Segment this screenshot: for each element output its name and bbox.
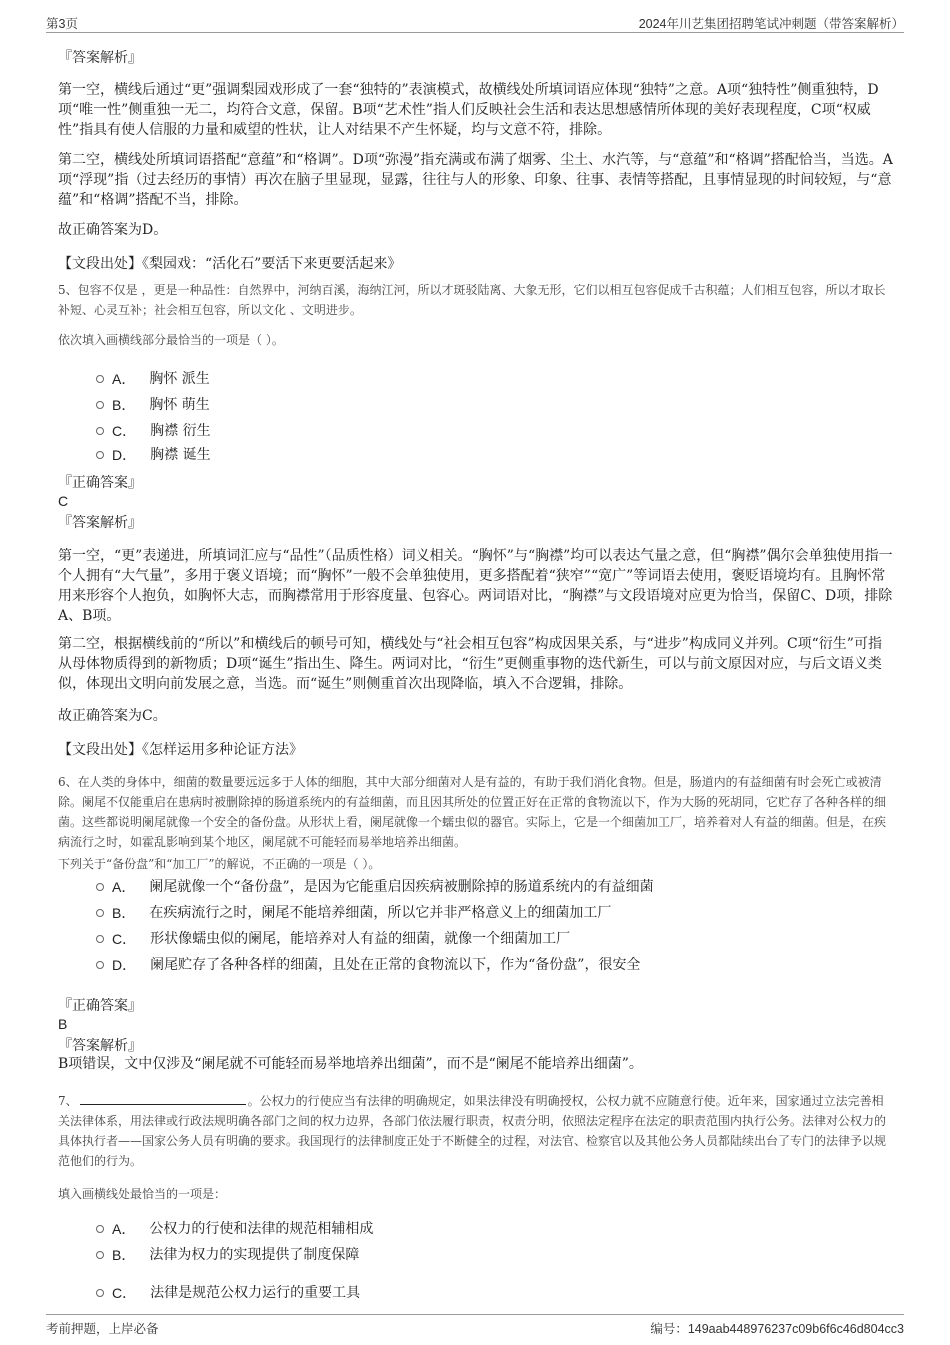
document-title: 2024年川艺集团招聘笔试冲刺题（带答案解析） [638, 17, 904, 31]
q5-answer: C [58, 493, 69, 509]
q7-number: 7、 [58, 1094, 78, 1108]
footer-slogan: 考前押题，上岸必备 [46, 1322, 159, 1336]
q7-option-b[interactable]: B． 法律为权力的实现提供了制度保障 [96, 1244, 359, 1266]
q5-option-b[interactable]: B． 胸怀 萌生 [96, 394, 210, 416]
radio-icon[interactable] [96, 935, 104, 943]
q5-source: 【文段出处】《怎样运用多种论证方法》 [58, 742, 303, 758]
q5-analysis-label: 『答案解析』 [58, 515, 142, 531]
document-id: 编号：149aab448976237c09b6f6c46d804cc3 [650, 1322, 904, 1336]
q5-option-a[interactable]: A． 胸怀 派生 [96, 368, 210, 390]
q5-conclusion: 故正确答案为C。 [58, 708, 167, 724]
q6-prompt: 下列关于“备份盘”和“加工厂”的解说，不正确的一项是（ ）。 [58, 857, 381, 871]
q5-analysis-para2: 第二空，根据横线前的“所以”和横线后的顿号可知，横线处与“社会相互包容”构成因果关系，与“进步”构成同义并列。C项“衍生”可指从母体物质得到的新物质；D项“诞生”指出生、降生。两词对比，“衍生”更侧重事物的迭代新生，可以与前文原因对应，与后文语义类似，体现出文明向前发展之意，当选。而“诞生”则侧重首次出现降临，填入不合逻辑，排除。 [58, 636, 882, 692]
q7-stem-block [58, 1090, 894, 1171]
q7-prompt: 填入画横线处最恰当的一项是： [58, 1187, 227, 1201]
q5-prompt: 依次填入画横线部分最恰当的一项是（ ）。 [58, 333, 284, 347]
q6-answer-label: 『正确答案』 [58, 998, 142, 1014]
q7-stem: 。公权力的行使应当有法律的明确规定，如果法律没有明确授权，公权力就不应随意行使。近年来，国家通过立法完善相关法律体系，用法律或行政法规明确各部门之间的权力边界，各部门依法履行职责，权责分明，依照法定程序在法定的职责范围内执行公务。法律对公权力的具体执行者——国家公务人员有明确的要求。我国现行的法律制度正处于不断健全的过程，对法官、检察官以及其他公务人员都陆续出台了专门的法律予以规范他们的行为。 [58, 1094, 887, 1168]
radio-icon[interactable] [96, 427, 104, 435]
radio-icon[interactable] [96, 375, 104, 383]
q4-source: 【文段出处】《梨园戏：“活化石”要活下来更要活起来》 [58, 256, 402, 272]
q7-option-c[interactable]: C． 法律是规范公权力运行的重要工具 [96, 1282, 360, 1304]
q4-analysis-para2: 第二空，横线处所填词语搭配“意蕴”和“格调”。D项“弥漫”指充满或布满了烟雾、尘土、水汽等，与“意蕴”和“格调”搭配恰当，当选。A项“浮现”指（过去经历的事情）再次在脑子里显现，显露，往往与人的形象、印象、往事、表情等搭配，且事情显现的时间较短，与“意蕴”和“格调”搭配不当，排除。 [58, 152, 893, 208]
q5-option-c[interactable]: C． 胸襟 衍生 [96, 420, 211, 442]
page-footer [46, 1314, 904, 1335]
radio-icon[interactable] [96, 909, 104, 917]
q6-stem: 6、在人类的身体中，细菌的数量要远远多于人体的细胞，其中大部分细菌对人是有益的，有助于我们消化食物。但是，肠道内的有益细菌有时会死亡或被清除。阑尾不仅能重启在患病时被删除掉的肠道系统内的有益细菌，而且因其所处的位置正好在正常的食物流以下，作为大肠的死胡同，它贮存了各种各样的细菌。这些都说明阑尾就像一个安全的备份盘。从形状上看，阑尾就像一个蠕虫似的器官。实际上，它是一个细菌加工厂，培养着对人有益的细菌。但是，在疾病流行之时，如霍乱影响到某个地区，阑尾就不可能轻而易举地培养出细菌。 [58, 775, 887, 849]
q6-answer: B [58, 1016, 68, 1032]
radio-icon[interactable] [96, 883, 104, 891]
q5-option-d[interactable]: D． 胸襟 诞生 [96, 444, 211, 466]
q5-analysis-para1: 第一空，“更”表递进，所填词汇应与“品性”（品质性格）词义相关。“胸怀”与“胸襟”均可以表达气量之意，但“胸襟”偶尔会单独使用指一个人拥有“大气量”，多用于褒义语境；而“胸怀”一般不会单独使用，更多搭配着“狭窄”“宽广”等词语去使用，褒贬语境均有。且胸怀常用来形容个人抱负，如胸怀大志，而胸襟常用于形容度量、包容心。两词语对比，“胸襟”与文段语境对应更为恰当，保留C、D项，排除A、B项。 [58, 548, 893, 624]
q4-analysis-label: 『答案解析』 [58, 50, 142, 66]
q7-option-a[interactable]: A． 公权力的行使和法律的规范相辅相成 [96, 1218, 373, 1240]
radio-icon[interactable] [96, 961, 104, 969]
q7-blank-line [80, 1090, 246, 1105]
radio-icon[interactable] [96, 451, 104, 459]
q6-analysis-label: 『答案解析』 [58, 1038, 142, 1054]
q4-conclusion: 故正确答案为D。 [58, 222, 168, 238]
q5-stem: 5、包容不仅是 ，更是一种品性：自然界中，河纳百溪，海纳江河，所以才斑驳陆离、大象无形，它们以相互包容促成千古积蕴；人们相互包容，所以才取长补短、心灵互补；社会相互包容，所以文化 、文明进步。 [58, 283, 886, 317]
radio-icon[interactable] [96, 1225, 104, 1233]
q5-answer-label: 『正确答案』 [58, 475, 142, 491]
q6-option-a[interactable]: A． 阑尾就像一个“备份盘”，是因为它能重启因疾病被删除掉的肠道系统内的有益细菌 [96, 876, 654, 898]
q6-option-d[interactable]: D． 阑尾贮存了各种各样的细菌，且处在正常的食物流以下，作为“备份盘”，很安全 [96, 954, 640, 976]
radio-icon[interactable] [96, 1289, 104, 1297]
radio-icon[interactable] [96, 401, 104, 409]
radio-icon[interactable] [96, 1251, 104, 1259]
page-number: 第3页 [46, 17, 78, 31]
q6-option-b[interactable]: B． 在疾病流行之时，阑尾不能培养细菌，所以它并非严格意义上的细菌加工厂 [96, 902, 611, 924]
q6-option-c[interactable]: C． 形状像蠕虫似的阑尾，能培养对人有益的细菌，就像一个细菌加工厂 [96, 928, 570, 950]
page-header [46, 14, 904, 33]
q4-analysis-para1: 第一空，横线后通过“更”强调梨园戏形成了一套“独特的”表演模式，故横线处所填词语应体现“独特”之意。A项“独特性”侧重独特，D项“唯一性”侧重独一无二，均符合文意，保留。B项“艺术性”指人们反映社会生活和表达思想感情所体现的美好表现程度，C项“权威性”指具有使人信服的力量和威望的性状，让人对结果不产生怀疑，均与文意不符，排除。 [58, 82, 879, 138]
q6-analysis: B项错误，文中仅涉及“阑尾就不可能轻而易举地培养出细菌”，而不是“阑尾不能培养出细菌”。 [58, 1056, 643, 1072]
